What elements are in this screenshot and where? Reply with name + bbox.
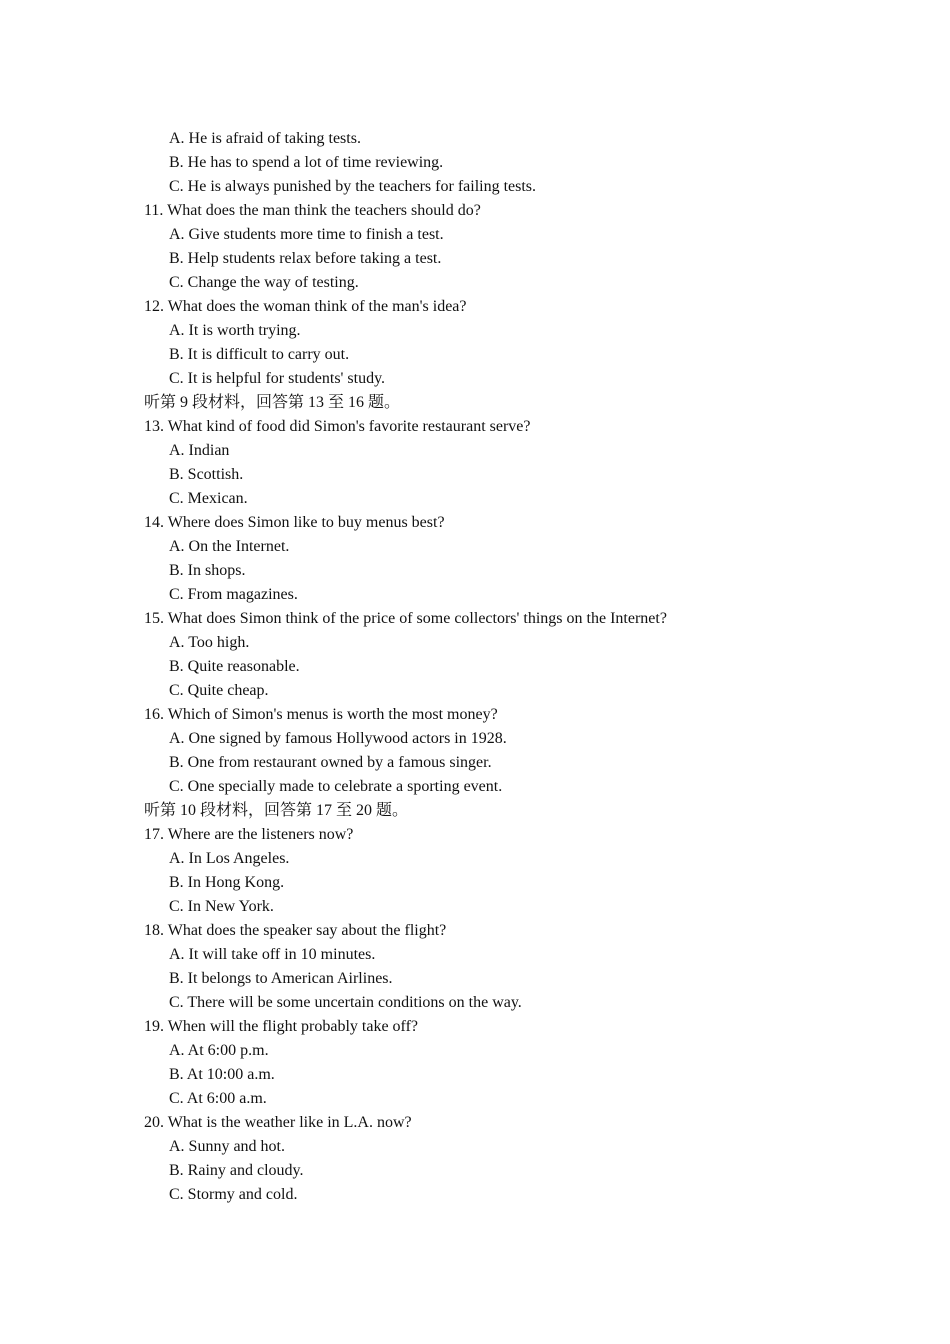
answer-option: B. Scottish. <box>169 466 244 483</box>
answer-option: B. In shops. <box>169 562 246 579</box>
question-stem: 16. Which of Simon's menus is worth the most money? <box>144 706 498 723</box>
answer-option: B. Rainy and cloudy. <box>169 1162 304 1179</box>
answer-option: A. He is afraid of taking tests. <box>169 130 361 147</box>
answer-option: A. Indian <box>169 442 230 459</box>
answer-option: C. One specially made to celebrate a sporting event. <box>169 778 503 795</box>
answer-option: A. In Los Angeles. <box>169 850 290 867</box>
answer-option: B. Help students relax before taking a test. <box>169 250 442 267</box>
answer-option: C. It is helpful for students' study. <box>169 370 386 387</box>
document-page <box>0 127 950 1207</box>
answer-option: A. Sunny and hot. <box>169 1138 285 1155</box>
answer-option: B. Quite reasonable. <box>169 658 300 675</box>
question-stem: 11. What does the man think the teachers should do? <box>144 202 481 219</box>
answer-option: C. Stormy and cold. <box>169 1186 298 1203</box>
answer-option: C. Quite cheap. <box>169 682 269 699</box>
answer-option: A. Too high. <box>169 634 250 651</box>
answer-option: B. He has to spend a lot of time reviewing. <box>169 154 444 171</box>
question-stem: 12. What does the woman think of the man's idea? <box>144 298 467 315</box>
question-stem: 15. What does Simon think of the price of some collectors' things on the Internet? <box>144 610 667 627</box>
answer-option: B. In Hong Kong. <box>169 874 285 891</box>
answer-option: A. It is worth trying. <box>169 322 301 339</box>
answer-option: A. It will take off in 10 minutes. <box>169 946 376 963</box>
answer-option: B. One from restaurant owned by a famous singer. <box>169 754 492 771</box>
answer-option: A. On the Internet. <box>169 538 290 555</box>
answer-option: C. Mexican. <box>169 490 248 507</box>
answer-option: C. From magazines. <box>169 586 298 603</box>
answer-option: C. He is always punished by the teachers for failing tests. <box>169 178 537 195</box>
question-stem: 18. What does the speaker say about the flight? <box>144 922 447 939</box>
question-stem: 19. When will the flight probably take off? <box>144 1018 419 1035</box>
question-stem: 17. Where are the listeners now? <box>144 826 354 843</box>
answer-option: B. It is difficult to carry out. <box>169 346 350 363</box>
section-instruction: 听第 10 段材料，回答第 17 至 20 题。 <box>144 802 409 819</box>
answer-option: C. There will be some uncertain conditions on the way. <box>169 994 522 1011</box>
section-instruction: 听第 9 段材料，回答第 13 至 16 题。 <box>144 394 401 411</box>
answer-option: A. Give students more time to finish a test. <box>169 226 444 243</box>
answer-option: B. It belongs to American Airlines. <box>169 970 393 987</box>
answer-option: C. At 6:00 a.m. <box>169 1090 267 1107</box>
answer-option: B. At 10:00 a.m. <box>169 1066 275 1083</box>
answer-option: A. One signed by famous Hollywood actors in 1928. <box>169 730 507 747</box>
question-stem: 13. What kind of food did Simon's favorite restaurant serve? <box>144 418 531 435</box>
answer-option: A. At 6:00 p.m. <box>169 1042 269 1059</box>
answer-option: C. Change the way of testing. <box>169 274 359 291</box>
question-stem: 14. Where does Simon like to buy menus best? <box>144 514 445 531</box>
answer-option: C. In New York. <box>169 898 274 915</box>
question-stem: 20. What is the weather like in L.A. now? <box>144 1114 412 1131</box>
